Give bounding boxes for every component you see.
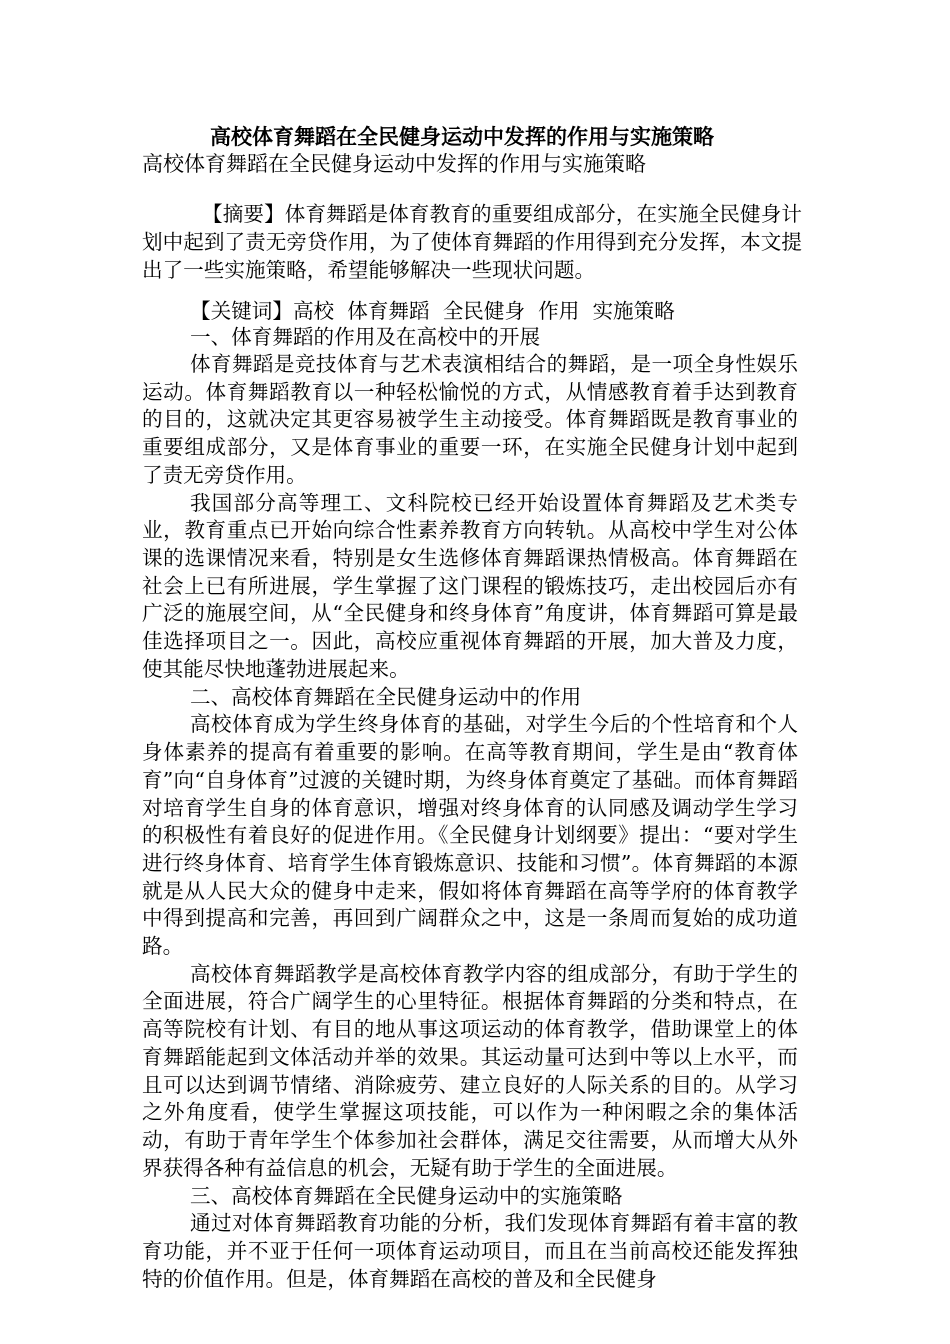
abstract-paragraph: 【摘要】体育舞蹈是体育教育的重要组成部分，在实施全民健身计划中起到了责无旁贷作用，为了使体育舞蹈的作用得到充分发挥，本文提出了一些实施策略，希望能够解决一些现状问题。	[142, 202, 802, 282]
section-heading: 二、高校体育舞蹈在全民健身运动中的作用	[190, 685, 582, 710]
body-paragraph: 我国部分高等理工、文科院校已经开始设置体育舞蹈及艺术类专业，教育重点已开始向综合性素养教育方向转轨。从高校中学生对公体课的选课情况来看，特别是女生选修体育舞蹈课热情极高。体育舞蹈在社会上已有所进展，学生掌握了这门课程的锻炼技巧，走出校园后亦有广泛的施展空间，从“全民健身和终身体育”角度讲，体育舞蹈可算是最佳选择项目之一。因此，高校应重视体育舞蹈的开展，加大普及力度，使其能尽快地蓬勃进展起来。	[142, 490, 798, 681]
keywords-line: 【关键词】高校 体育舞蹈 全民健身 作用 实施策略	[190, 299, 675, 323]
section-heading: 一、体育舞蹈的作用及在高校中的开展	[190, 325, 541, 349]
document-body	[142, 323, 798, 1294]
section-heading: 三、高校体育舞蹈在全民健身运动中的实施策略	[190, 1184, 623, 1209]
body-paragraph: 通过对体育舞蹈教育功能的分析，我们发现体育舞蹈有着丰富的教育功能，并不亚于任何一项体育运动项目，而且在当前高校还能发挥独特的价值作用。但是，体育舞蹈在高校的普及和全民健身	[142, 1211, 798, 1291]
body-paragraph: 高校体育成为学生终身体育的基础，对学生今后的个性培育和个人身体素养的提高有着重要的影响。在高等教育期间，学生是由“教育体育”向“自身体育”过渡的关键时期，为终身体育奠定了基础。而体育舞蹈对培育学生自身的体育意识，增强对终身体育的认同感及调动学生学习的积极性有着良好的促进作用。《全民健身计划纲要》提出：“要对学生进行终身体育、培育学生体育锻炼意识、技能和习惯”。体育舞蹈的本源就是从人民大众的健身中走来，假如将体育舞蹈在高等学府的体育教学中得到提高和完善，再回到广阔群众之中，这是一条周而复始的成功道路。	[142, 712, 798, 959]
body-paragraph: 高校体育舞蹈教学是高校体育教学内容的组成部分，有助于学生的全面进展，符合广阔学生的心里特征。根据体育舞蹈的分类和特点，在高等院校有计划、有目的地从事这项运动的体育教学，借助课堂上的体育舞蹈能起到文体活动并举的效果。其运动量可达到中等以上水平，而且可以达到调节情绪、消除疲劳、建立良好的人际关系的目的。从学习之外角度看，使学生掌握这项技能，可以作为一种闲暇之余的集体活动，有助于青年学生个体参加社会群体，满足交往需要，从而增大从外界获得各种有益信息的机会，无疑有助于学生的全面进展。	[142, 961, 798, 1180]
document-title: 高校体育舞蹈在全民健身运动中发挥的作用与实施策略	[210, 124, 714, 149]
document-subtitle: 高校体育舞蹈在全民健身运动中发挥的作用与实施策略	[142, 152, 646, 176]
body-paragraph: 体育舞蹈是竞技体育与艺术表演相结合的舞蹈，是一项全身性娱乐运动。体育舞蹈教育以一种轻松愉悦的方式，从情感教育着手达到教育的目的，这就决定其更容易被学生主动接受。体育舞蹈既是教育事业的重要组成部分，又是体育事业的重要一环，在实施全民健身计划中起到了责无旁贷作用。	[142, 352, 798, 487]
